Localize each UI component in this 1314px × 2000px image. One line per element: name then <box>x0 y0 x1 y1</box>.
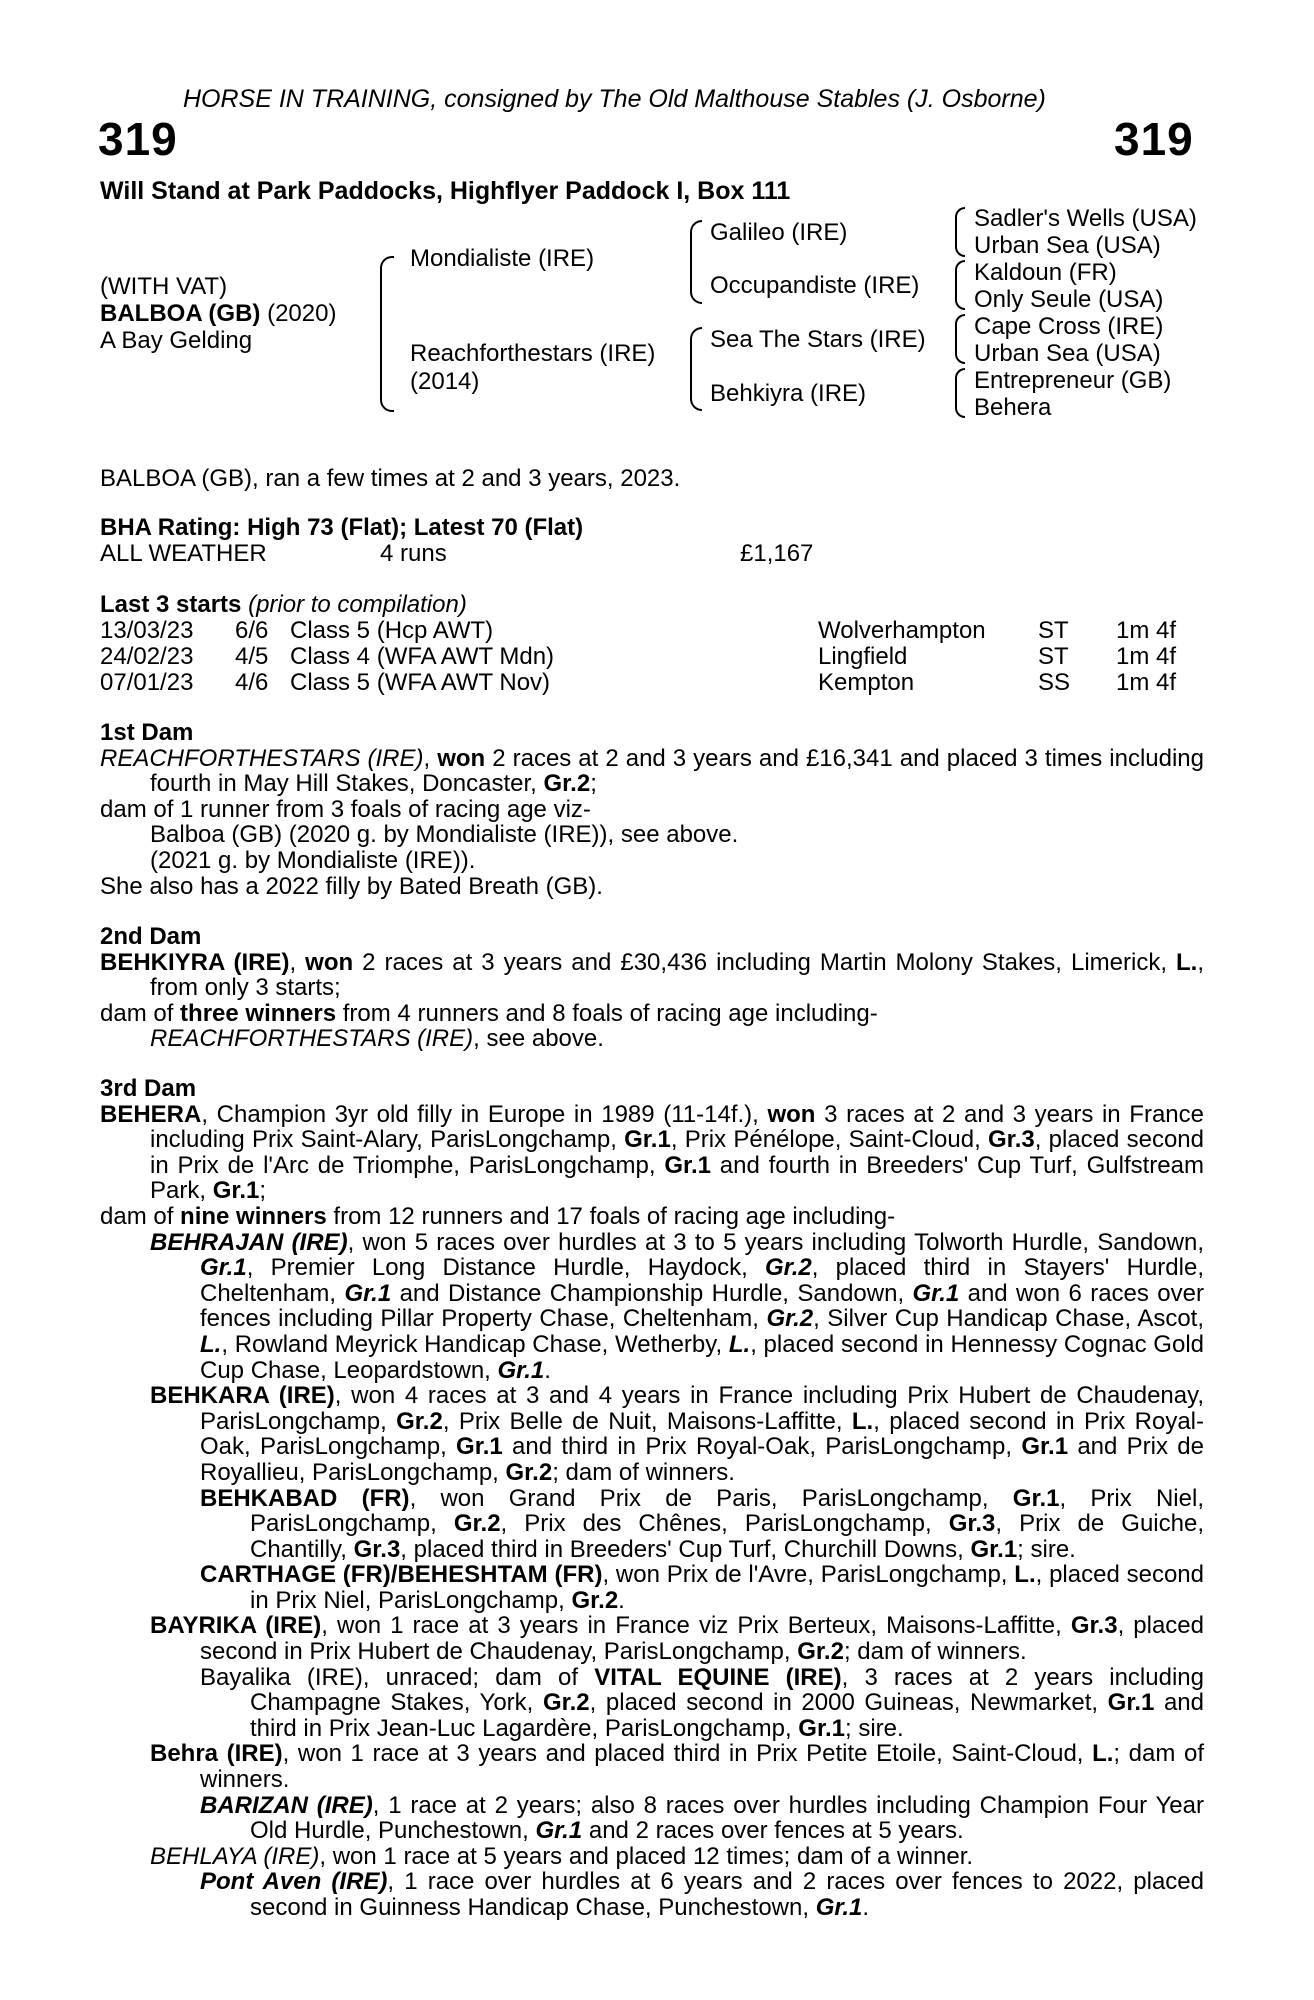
ancestor-6: Urban Sea (USA) <box>974 340 1161 367</box>
second-dam-record: BEHKIYRA (IRE), won 2 races at 3 years and £30,436 including Martin Molony Stakes, Limerick, L., from only 3 starts; <box>100 948 1204 1002</box>
first-dam-foal-1: Balboa (GB) (2020 g. by Mondialiste (IRE)), see above. <box>150 821 739 849</box>
race-summary: BALBOA (GB), ran a few times at 2 and 3 years, 2023. <box>100 465 681 492</box>
start-date: 13/03/23 <box>100 617 194 644</box>
start-race: Class 5 (WFA AWT Nov) <box>290 669 551 696</box>
start-date: 24/02/23 <box>100 643 194 670</box>
start-distance: 1m 4f <box>1116 617 1177 644</box>
consignor-line: HORSE IN TRAINING, consigned by The Old Malthouse Stables (J. Osborne) <box>183 85 1046 113</box>
start-going: ST <box>1038 643 1069 670</box>
sire-dam: Occupandiste (IRE) <box>710 272 920 299</box>
pedigree-brace-sire <box>690 220 702 304</box>
bha-rating: BHA Rating: High 73 (Flat); Latest 70 (Flat) <box>100 514 584 541</box>
vat-note: (WITH VAT) <box>100 273 228 300</box>
first-dam-heading: 1st Dam <box>100 719 194 746</box>
start-distance: 1m 4f <box>1116 643 1177 670</box>
ancestor-1: Sadler's Wells (USA) <box>974 205 1197 232</box>
pedigree-brace-dam <box>690 327 702 411</box>
first-dam-record: REACHFORTHESTARS (IRE), won 2 races at 2 and 3 years and £16,341 and placed 3 times including fourth in May Hill Stakes, Doncaster, Gr.2; <box>100 744 1205 798</box>
second-dam-heading: 2nd Dam <box>100 923 202 950</box>
dam-name: Reachforthestars (IRE) <box>410 340 656 367</box>
progeny-bayalika: Bayalika (IRE), unraced; dam of VITAL EQUINE (IRE), 3 races at 2 years including Champagne Stakes, York, Gr.2, placed second in 2000 Guineas, Newmarket, Gr.1 and third in Prix Jean-Luc Lagardère, ParisLongchamp, Gr.1; sire. <box>200 1663 1205 1742</box>
progeny-carthage: CARTHAGE (FR)/BEHESHTAM (FR), won Prix de l'Avre, ParisLongchamp, L., placed second in Prix Niel, ParisLongchamp, Gr.2. <box>200 1561 1204 1614</box>
table-row <box>100 617 1220 643</box>
progeny-bayrika: BAYRIKA (IRE), won 1 race at 3 years in France viz Prix Berteux, Maisons-Laffitte, Gr.3, placed second in Prix Hubert de Chaudenay, ParisLongchamp, Gr.2; dam of winners. <box>150 1612 1205 1666</box>
start-going: SS <box>1038 669 1071 696</box>
lot-number-right: 319 <box>1114 113 1194 165</box>
dam-sire: Sea The Stars (IRE) <box>710 326 926 353</box>
ancestor-7: Entrepreneur (GB) <box>974 367 1172 394</box>
start-position: 6/6 <box>235 617 269 644</box>
ancestor-5: Cape Cross (IRE) <box>974 313 1164 340</box>
progeny-behrajan: BEHRAJAN (IRE), won 5 races over hurdles at 3 to 5 years including Tolworth Hurdle, Sandown, Gr.1, Premier Long Distance Hurdle, Haydock, Gr.2, placed third in Stayers' Hurdle, Cheltenham, Gr.1 and Distance Championship Hurdle, Sandown, Gr.1 and won 6 races over fences including Pillar Property Chase, Cheltenham, Gr.2, Silver Cup Handicap Chase, Ascot, L., Rowland Meyrick Handicap Chase, Wetherby, L., placed second in Hennessy Cognac Gold Cup Chase, Leopardstown, Gr.1. <box>150 1228 1205 1384</box>
start-course: Lingfield <box>818 643 908 670</box>
lot-number-left: 319 <box>98 113 178 165</box>
second-dam-produce: dam of three winners from 4 runners and 8 foals of racing age including- <box>100 999 878 1027</box>
start-race: Class 5 (Hcp AWT) <box>290 617 494 644</box>
pedigree-brace-g4 <box>955 368 965 418</box>
start-race: Class 4 (WFA AWT Mdn) <box>290 643 555 670</box>
table-row <box>100 643 1220 669</box>
start-going: ST <box>1038 617 1069 644</box>
progeny-behlaya: BEHLAYA (IRE), won 1 race at 5 years and placed 12 times; dam of a winner. <box>150 1842 974 1870</box>
start-course: Wolverhampton <box>818 617 986 644</box>
third-dam-record: BEHERA, Champion 3yr old filly in Europe in 1989 (11-14f.), won 3 races at 2 and 3 years in France including Prix Saint-Alary, ParisLongchamp, Gr.1, Prix Pénélope, Saint-Cloud, Gr.3, placed second in Prix de l'Arc de Triomphe, ParisLongchamp, Gr.1 and fourth in Breeders' Cup Turf, Gulfstream Park, Gr.1; <box>100 1100 1205 1205</box>
first-dam-produce: dam of 1 runner from 3 foals of racing age viz- <box>100 795 591 823</box>
progeny-barizan: BARIZAN (IRE), 1 race at 2 years; also 8 races over hurdles including Champion Four Year Old Hurdle, Punchestown, Gr.1 and 2 races over fences at 5 years. <box>200 1791 1204 1845</box>
first-dam-section <box>100 720 1204 899</box>
horse-name-line <box>100 300 336 328</box>
table-row <box>100 669 1220 695</box>
dam-year: (2014) <box>410 368 480 395</box>
second-dam-foal: REACHFORTHESTARS (IRE), see above. <box>150 1025 604 1053</box>
last-starts-title: Last 3 starts <box>100 591 242 618</box>
sire-sire: Galileo (IRE) <box>710 219 848 246</box>
first-dam-foal-2: (2021 g. by Mondialiste (IRE)). <box>150 846 476 874</box>
last-starts-note: (prior to compilation) <box>248 591 467 618</box>
second-dam-name: BEHKIYRA (IRE) <box>100 948 290 976</box>
progeny-behkara: BEHKARA (IRE), won 4 races at 3 and 4 years in France including Prix Hubert de Chaudenay, ParisLongchamp, Gr.2, Prix Belle de Nuit, Maisons-Laffitte, L., placed second in Prix Royal-Oak, ParisLongchamp, Gr.1 and third in Prix Royal-Oak, ParisLongchamp, Gr.1 and Prix de Royallieu, ParisLongchamp, Gr.2; dam of winners. <box>150 1382 1205 1486</box>
third-dam-produce: dam of nine winners from 12 runners and 17 foals of racing age including- <box>100 1202 896 1230</box>
rating-earnings: £1,167 <box>740 540 814 567</box>
sire-name: Mondialiste (IRE) <box>410 245 595 272</box>
dam-dam: Behkiyra (IRE) <box>710 380 867 407</box>
horse-description: A Bay Gelding <box>100 327 253 354</box>
rating-runs: 4 runs <box>380 540 447 567</box>
rating-row <box>100 540 1220 566</box>
pedigree-brace-main <box>380 256 394 412</box>
progeny-behra: Behra (IRE), won 1 race at 3 years and placed third in Prix Petite Etoile, Saint-Cloud, L.; dam of winners. <box>150 1740 1204 1794</box>
pedigree-brace-g2 <box>955 260 965 310</box>
pedigree-brace-g1 <box>955 207 965 257</box>
third-dam-heading: 3rd Dam <box>100 1075 197 1102</box>
start-distance: 1m 4f <box>1116 669 1177 696</box>
ancestor-8: Behera <box>974 394 1052 421</box>
horse-name: BALBOA (GB) <box>100 300 261 327</box>
start-position: 4/6 <box>235 669 269 696</box>
ancestor-3: Kaldoun (FR) <box>974 259 1117 286</box>
start-position: 4/5 <box>235 643 269 670</box>
ancestor-2: Urban Sea (USA) <box>974 232 1161 259</box>
rating-surface: ALL WEATHER <box>100 540 267 567</box>
first-dam-note: She also has a 2022 filly by Bated Breath (GB). <box>100 872 603 900</box>
start-date: 07/01/23 <box>100 669 194 696</box>
stand-location: Will Stand at Park Paddocks, Highflyer Paddock I, Box 111 <box>100 177 791 205</box>
ancestor-4: Only Seule (USA) <box>974 286 1164 313</box>
first-dam-name: REACHFORTHESTARS (IRE) <box>100 744 424 772</box>
second-dam-section <box>100 924 1204 1052</box>
pedigree-brace-g3 <box>955 314 965 364</box>
last-starts-heading <box>100 591 467 619</box>
progeny-behkabad: BEHKABAD (FR), won Grand Prix de Paris, ParisLongchamp, Gr.1, Prix Niel, ParisLongchamp, Gr.2, Prix des Chênes, ParisLongchamp, Gr.3, Prix de Guiche, Chantilly, Gr.3, placed third in Breeders' Cup Turf, Churchill Downs, Gr.1; sire. <box>200 1484 1204 1563</box>
start-course: Kempton <box>818 669 915 696</box>
horse-year: (2020) <box>267 300 337 327</box>
progeny-pont-aven: Pont Aven (IRE), 1 race over hurdles at 6 years and 2 races over fences to 2022, placed second in Guinness Handicap Chase, Punchestown, Gr.1. <box>200 1868 1204 1921</box>
third-dam-name: BEHERA <box>100 1100 202 1128</box>
third-dam-section <box>100 1076 1204 1921</box>
